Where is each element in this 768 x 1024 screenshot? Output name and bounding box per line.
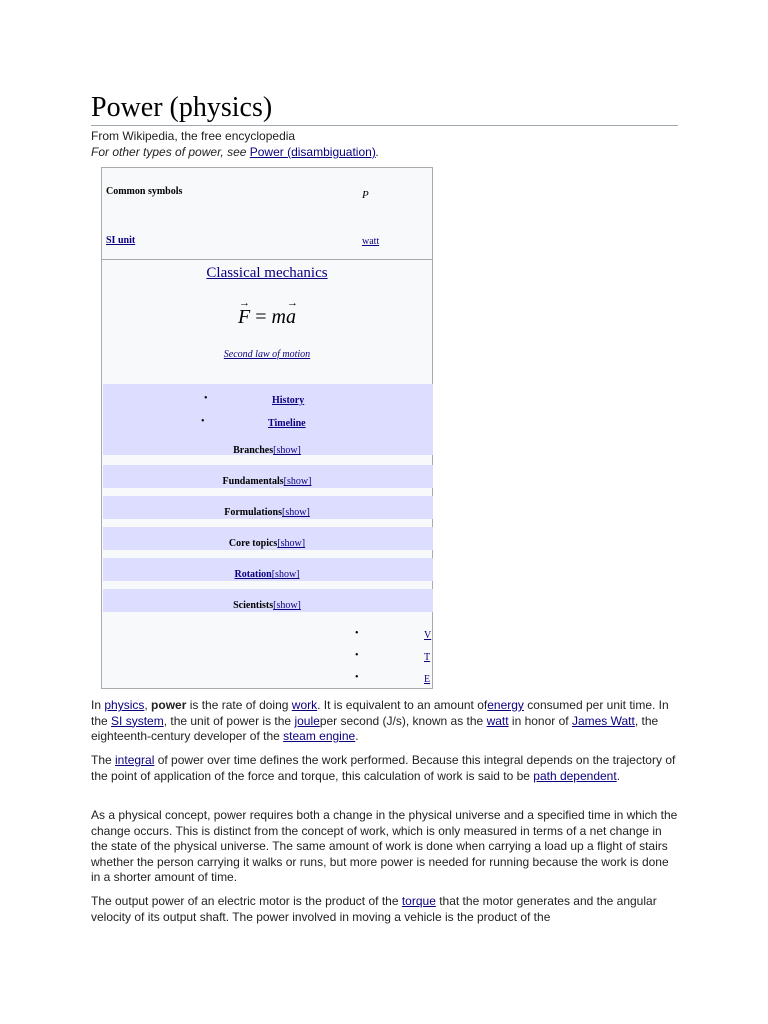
show-toggle[interactable]: [show]: [271, 569, 300, 580]
show-toggle[interactable]: [show]: [277, 538, 306, 549]
section-label: Branches: [233, 445, 274, 456]
show-toggle[interactable]: [show]: [273, 445, 301, 456]
tagline: From Wikipedia, the free encyclopedia: [91, 129, 296, 143]
text: ,: [144, 698, 152, 712]
disambiguation-link[interactable]: Power (disambiguation): [249, 145, 376, 159]
integral-link[interactable]: integral: [115, 753, 155, 767]
history-link[interactable]: History: [272, 395, 305, 406]
title-divider: [91, 125, 678, 126]
section-label: Scientists: [233, 600, 274, 611]
paragraph-integral: [91, 753, 679, 784]
second-law-link[interactable]: Second law of motion: [223, 349, 311, 360]
section-label: Formulations: [224, 507, 282, 518]
text: per second (J/s), known as the: [319, 713, 487, 728]
text: consumed per unit time. In the: [91, 698, 669, 728]
text: is the rate of doing: [186, 698, 292, 712]
text: of power over time defines the work performed. Because this integral depends on the trajectory of the point of application of the force and torque, this calculation of work is said to be: [91, 753, 676, 783]
paragraph-concept: As a physical concept, power requires both a change in the physical universe and a specified time in which the change occurs. This is distinct from the concept of work, which is only measured in terms of a net change in the state of the physical universe. The same amount of work is done when carrying a load up a flight of stairs whether the person carrying it walks or runs, but more power is needed for running because the work is done in a shorter amount of time.: [91, 808, 678, 884]
text: , the eighteenth-century developer of the: [91, 713, 659, 743]
nav-row-core-topics: [102, 538, 432, 549]
text: .: [355, 729, 359, 743]
section-label: Core topics: [228, 538, 278, 549]
bullet-icon: •: [355, 650, 359, 661]
text: that the motor generates and the angular velocity of its output shaft. The power involved in moving a vehicle is the product of the: [91, 894, 657, 924]
symbols-value: P: [362, 189, 369, 201]
symbols-label: Common symbols: [106, 186, 183, 197]
infobox: [101, 167, 433, 689]
watt-link[interactable]: watt: [486, 713, 509, 728]
section-label: Fundamentals: [222, 476, 284, 487]
text: In: [91, 698, 105, 712]
hatnote: [91, 145, 379, 160]
bullet-icon: •: [355, 672, 359, 683]
infobox-heading: [102, 265, 432, 282]
classical-mechanics-link[interactable]: Classical mechanics: [206, 265, 328, 281]
text: .: [616, 768, 621, 783]
force-vector: → F: [238, 306, 250, 329]
infobox-divider: [102, 259, 432, 260]
si-system-link[interactable]: SI system: [111, 713, 164, 728]
energy-link[interactable]: energy: [487, 698, 524, 712]
hatnote-end: .: [375, 145, 380, 159]
nav-row-formulations: [102, 507, 432, 518]
paragraph-intro: [91, 698, 679, 745]
text: , the unit of power is the: [163, 713, 295, 728]
path-dependent-link[interactable]: path dependent: [533, 768, 617, 783]
formula: [102, 306, 432, 329]
work-link[interactable]: work: [291, 698, 318, 712]
edit-template-link[interactable]: E: [424, 674, 431, 685]
bullet-icon: •: [355, 628, 359, 639]
nav-row-branches: [102, 445, 432, 456]
page-title: Power (physics): [91, 92, 273, 123]
nav-row-scientists: [102, 600, 432, 611]
hatnote-text: For other types of power, see: [91, 145, 250, 159]
timeline-link[interactable]: Timeline: [268, 418, 306, 429]
text: The output power of an electric motor is the product of the: [91, 894, 402, 908]
si-unit-link[interactable]: SI unit: [106, 235, 136, 246]
bullet-icon: •: [201, 416, 205, 427]
show-toggle[interactable]: [show]: [282, 507, 310, 518]
rotation-link[interactable]: Rotation: [234, 569, 272, 580]
paragraph-motor: [91, 894, 679, 925]
nav-row-fundamentals: [102, 476, 432, 487]
nav-row-rotation: [102, 569, 432, 580]
james-watt-link[interactable]: James Watt: [571, 713, 635, 728]
joule-link[interactable]: joule: [294, 713, 320, 728]
bullet-icon: •: [204, 393, 208, 404]
watt-link[interactable]: watt: [362, 236, 380, 247]
steam-engine-link[interactable]: steam engine: [283, 729, 356, 743]
talk-template-link[interactable]: T: [424, 652, 431, 663]
show-toggle[interactable]: [show]: [283, 476, 312, 487]
torque-link[interactable]: torque: [401, 894, 436, 908]
physics-link[interactable]: physics: [104, 698, 145, 712]
show-toggle[interactable]: [show]: [273, 600, 301, 611]
term-power: power: [151, 698, 187, 712]
formula-equals: =: [250, 306, 272, 328]
mass-symbol: m: [271, 306, 286, 328]
text: in honor of: [508, 713, 572, 728]
text: . It is equivalent to an amount of: [317, 698, 488, 712]
text: The: [91, 753, 116, 767]
formula-caption: [102, 349, 432, 360]
view-template-link[interactable]: V: [424, 630, 432, 641]
acceleration-vector: → a: [286, 306, 296, 329]
